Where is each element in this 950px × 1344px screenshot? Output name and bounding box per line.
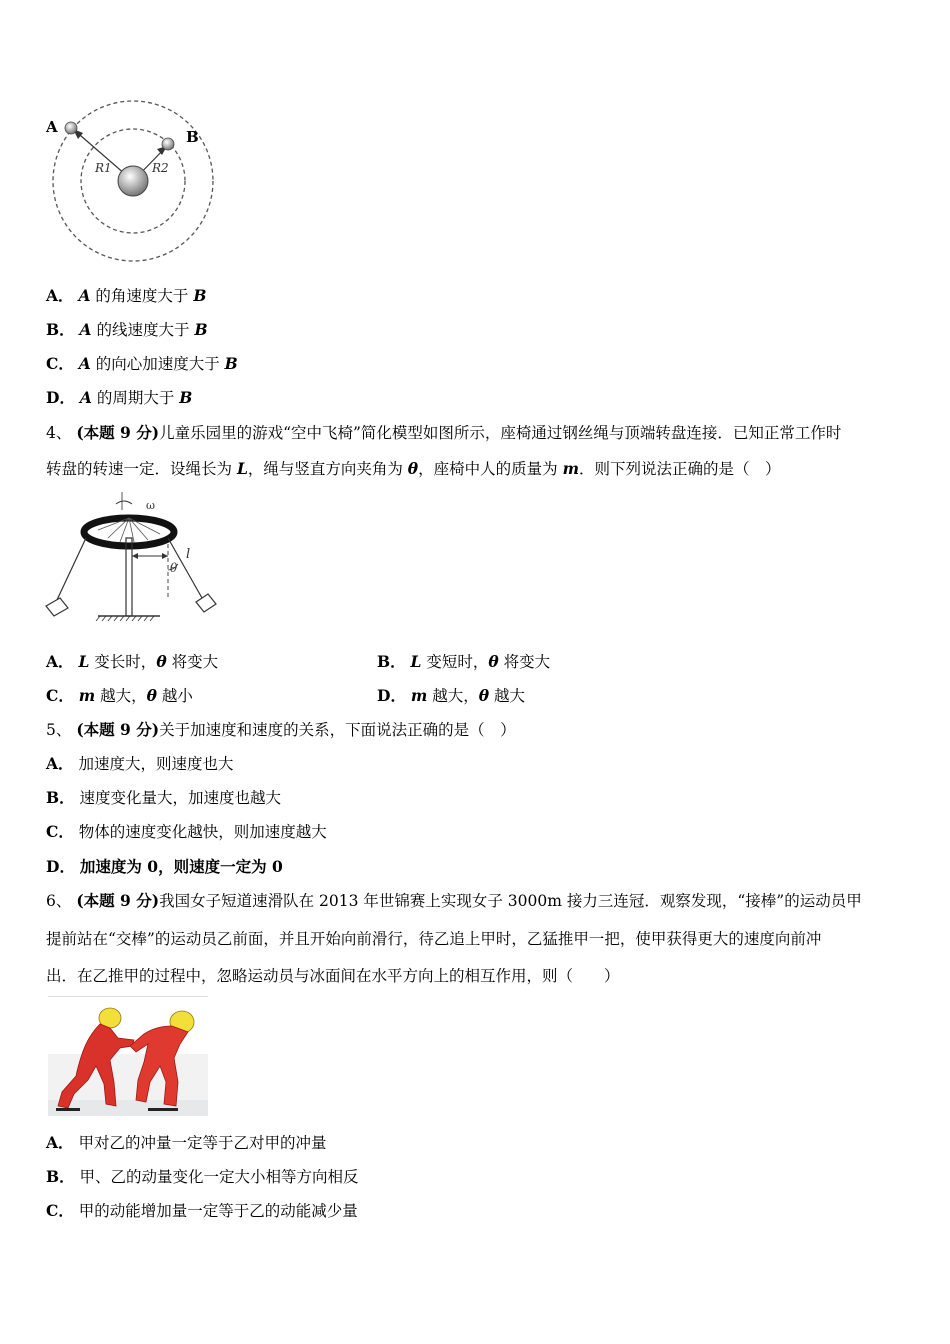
q5-stem: 5、 (本题 9 分)关于加速度和速度的关系，下面说法正确的是（ ） bbox=[46, 720, 516, 739]
q3-option-d[interactable]: D． A 的周期大于 B bbox=[46, 388, 193, 407]
label-r1: R1 bbox=[95, 161, 112, 175]
theta-label: θ bbox=[170, 561, 178, 575]
label-a: A bbox=[46, 118, 58, 136]
q6-stem-line1: 6、 (本题 9 分)我国女子短道速滑队在 2013 年世锦赛上实现女子 3000m 接力三连冠．观察发现，“接棒”的运动员甲 bbox=[46, 891, 862, 910]
satellite-b bbox=[162, 138, 174, 150]
q6-option-a[interactable]: A． 甲对乙的冲量一定等于乙对甲的冲量 bbox=[46, 1133, 327, 1152]
q4-stem-line1: 4、 (本题 9 分)儿童乐园里的游戏“空中飞椅”简化模型如图所示，座椅通过钢丝绳与顶端转盘连接．已知正常工作时 bbox=[46, 423, 842, 442]
q4-option-c[interactable]: C． m 越大，θ 越小 bbox=[46, 686, 193, 705]
label-b: B bbox=[186, 128, 199, 146]
q4-stem-line2: 转盘的转速一定．设绳长为 L，绳与竖直方向夹角为 θ，座椅中人的质量为 m．则下列说法正确的是（ ） bbox=[46, 459, 781, 478]
left-rope bbox=[56, 538, 86, 602]
q6-option-c[interactable]: C． 甲的动能增加量一定等于乙的动能减少量 bbox=[46, 1201, 358, 1220]
pole bbox=[126, 538, 132, 616]
left-seat bbox=[46, 598, 68, 616]
q3-option-b[interactable]: B． A 的线速度大于 B bbox=[46, 320, 208, 339]
q3-option-a[interactable]: A． A 的角速度大于 B bbox=[46, 286, 207, 305]
q5-option-b[interactable]: B． 速度变化量大，加速度也越大 bbox=[46, 788, 282, 807]
q5-option-a[interactable]: A． 加速度大，则速度也大 bbox=[46, 754, 234, 773]
right-seat bbox=[196, 594, 216, 612]
central-body bbox=[118, 166, 148, 196]
l-label: l bbox=[186, 547, 191, 562]
q3-option-c[interactable]: C． A 的向心加速度大于 B bbox=[46, 354, 238, 373]
q5-option-c[interactable]: C． 物体的速度变化越快，则加速度越大 bbox=[46, 822, 327, 841]
flying-chair-figure bbox=[40, 490, 230, 625]
q6-stem-line2: 提前站在“交棒”的运动员乙前面，并且开始向前滑行，待乙追上甲时，乙猛推甲一把，使甲获得更大的速度向前冲 bbox=[46, 930, 822, 948]
omega-label: ω bbox=[146, 499, 155, 512]
q6-option-b[interactable]: B． 甲、乙的动量变化一定大小相等方向相反 bbox=[46, 1167, 359, 1186]
q5-option-d[interactable]: D． 加速度为 0，则速度一定为 0 bbox=[46, 857, 283, 876]
orbit-figure bbox=[40, 95, 225, 270]
q4-option-d[interactable]: D． m 越大，θ 越大 bbox=[377, 686, 526, 705]
q4-option-a[interactable]: A． L 变长时，θ 将变大 bbox=[46, 652, 219, 671]
speed-skaters-photo bbox=[48, 996, 208, 1116]
turntable bbox=[84, 518, 174, 546]
q6-stem-line3: 出．在乙推甲的过程中，忽略运动员与冰面间在水平方向上的相互作用，则（ ） bbox=[46, 967, 620, 985]
satellite-a bbox=[65, 122, 77, 134]
q4-option-b[interactable]: B． L 变短时，θ 将变大 bbox=[377, 652, 551, 671]
label-r2: R2 bbox=[152, 161, 169, 175]
